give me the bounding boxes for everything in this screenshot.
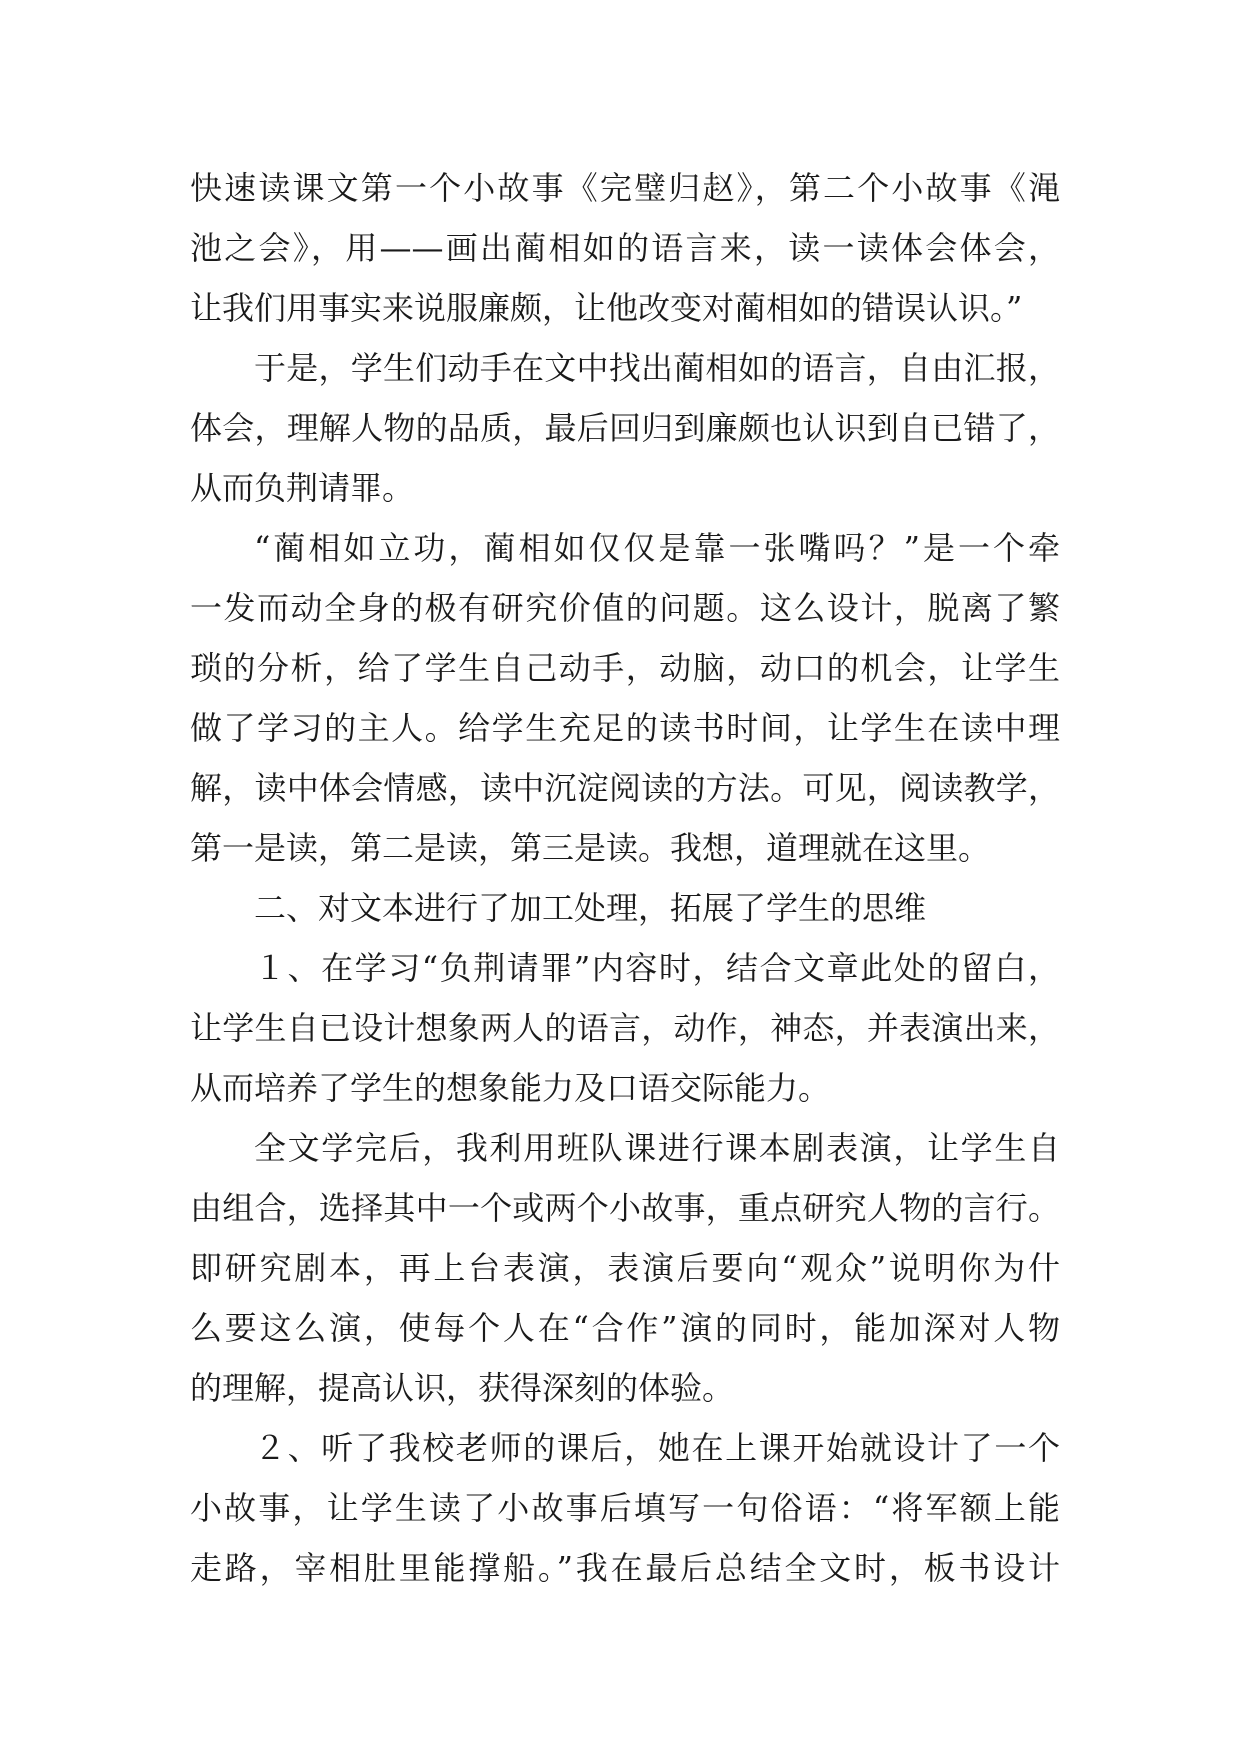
text-line-8: 一发而动全身的极有研究价值的问题。这么设计，脱离了繁 [190,589,1060,627]
text-line-4: 于是，学生们动手在文中找出蔺相如的语言，自由汇报， [254,349,1060,387]
text-line-20: 么要这么演，使每个人在“合作”演的同时，能加深对人物 [190,1309,1060,1347]
text-line-23: 小故事，让学生读了小故事后填写一句俗语：“将军额上能 [190,1489,1060,1527]
text-line-14: １、在学习“负荆请罪”内容时，结合文章此处的留白， [254,949,1060,987]
text-line-18: 由组合，选择其中一个或两个小故事，重点研究人物的言行。 [190,1189,1060,1227]
text-line-2: 池之会》，用——画出蔺相如的语言来，读一读体会体会， [190,229,1060,267]
text-line-12: 第一是读，第二是读，第三是读。我想，道理就在这里。 [190,829,991,867]
text-line-7: “蔺相如立功，蔺相如仅仅是靠一张嘴吗？”是一个牵 [254,529,1060,567]
text-line-3: 让我们用事实来说服廉颇，让他改变对蔺相如的错误认识。” [190,289,1023,327]
text-line-22: ２、听了我校老师的课后，她在上课开始就设计了一个 [254,1429,1060,1467]
text-line-10: 做了学习的主人。给学生充足的读书时间，让学生在读中理 [190,709,1060,747]
text-line-24: 走路，宰相肚里能撑船。”我在最后总结全文时，板书设计 [190,1549,1060,1587]
text-line-6: 从而负荆请罪。 [190,469,415,507]
text-line-16: 从而培养了学生的想象能力及口语交际能力。 [190,1069,831,1107]
document-page [190,158,1060,1598]
text-line-21: 的理解，提高认识，获得深刻的体验。 [190,1369,735,1407]
text-line-15: 让学生自已设计想象两人的语言，动作，神态，并表演出来， [190,1009,1060,1047]
text-line-9: 琐的分析，给了学生自己动手，动脑，动口的机会，让学生 [190,649,1060,687]
text-line-11: 解，读中体会情感，读中沉淀阅读的方法。可见，阅读教学， [190,769,1060,807]
text-line-5: 体会，理解人物的品质，最后回归到廉颇也认识到自已错了， [190,409,1060,447]
section-heading: 二、对文本进行了加工处理，拓展了学生的思维 [254,889,927,927]
text-line-1: 快速读课文第一个小故事《完璧归赵》，第二个小故事《渑 [190,169,1060,207]
text-line-19: 即研究剧本，再上台表演，表演后要向“观众”说明你为什 [190,1249,1060,1287]
text-line-17: 全文学完后，我利用班队课进行课本剧表演，让学生自 [254,1129,1060,1167]
